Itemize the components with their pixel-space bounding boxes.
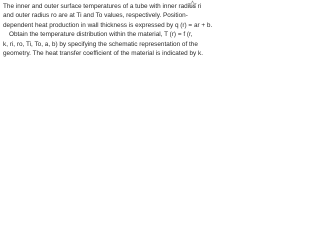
problem-line-4: Obtain the temperature distribution within the material, T (r) = f (r, — [9, 31, 193, 39]
problem-line-5: k, ri, ro, Ti, To, a, b) by specifying the schematic representation of the — [3, 40, 198, 48]
problem-line-3: dependent heat production in wall thickness is expressed by q (r) = ar + b. — [3, 21, 213, 29]
question-card — [0, 0, 213, 60]
problem-line-2: and outer radius ro are at Ti and To values, respectively. Position- — [3, 12, 188, 20]
problem-line-1: The inner and outer surface temperatures of a tube with inner radius ri — [3, 3, 202, 10]
star-icon[interactable] — [188, 0, 197, 9]
problem-line-6: geometry. The heat transfer coefficient of the material is indicated by k. — [3, 50, 203, 58]
problem-text — [3, 2, 213, 58]
